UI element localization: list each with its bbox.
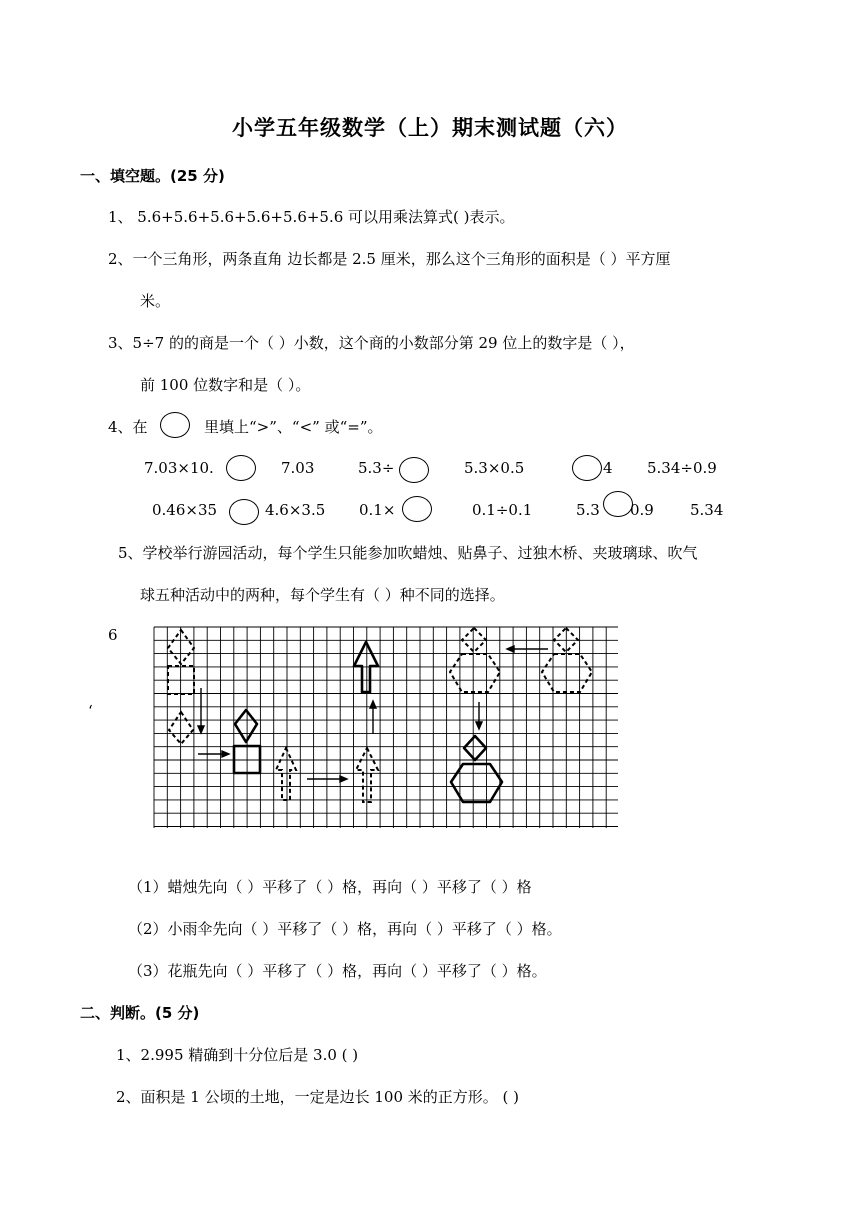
- arrow-down-icon: [198, 726, 204, 733]
- arrow-left-icon: [507, 646, 514, 652]
- question-6-mark: ‘: [88, 702, 93, 720]
- compare-oval-2[interactable]: [399, 457, 429, 483]
- compare-oval-icon: [160, 412, 190, 438]
- compare-2-right: 5.3×0.5: [464, 459, 525, 477]
- question-2-line-2: 米。: [140, 292, 171, 310]
- page-title: 小学五年级数学（上）期末测试题（六）: [232, 116, 628, 140]
- question-6-sub-2: （2）小雨伞先向（ ）平移了（ ）格，再向（ ）平移了（ ）格。: [128, 920, 562, 938]
- compare-7-right: 0.9: [630, 501, 654, 519]
- compare-oval-6[interactable]: [402, 496, 432, 522]
- compare-5-right: 4.6×3.5: [265, 501, 326, 519]
- compare-3-right: 4: [603, 459, 613, 477]
- compare-2-left: 5.3÷: [358, 459, 395, 477]
- compare-8-left: 5.34: [690, 501, 724, 519]
- question-3-line-1: 3、5÷7 的的商是一个（ ）小数，这个商的小数部分第 29 位上的数字是（ ），: [108, 334, 635, 352]
- dashed-vase-2-body: [542, 654, 592, 692]
- arrow-right-icon: [222, 751, 229, 757]
- compare-7-left: 5.3: [576, 501, 600, 519]
- question-6-sub-3: （3）花瓶先向（ ）平移了（ ）格，再向（ ）平移了（ ）格。: [128, 962, 547, 980]
- question-1: 1、 5.6+5.6+5.6+5.6+5.6+5.6 可以用乘法算式( )表示。: [108, 208, 515, 226]
- arrow-right-icon: [340, 776, 347, 782]
- arrow-up-icon: [370, 701, 376, 708]
- compare-6-right: 0.1÷0.1: [472, 501, 533, 519]
- compare-1-left: 7.03×10.: [144, 459, 214, 477]
- compare-oval-5[interactable]: [229, 499, 259, 525]
- arrow-down-icon: [476, 722, 482, 729]
- judgment-1: 1、2.995 精确到十分位后是 3.0 ( ): [116, 1046, 359, 1064]
- question-3-line-2: 前 100 位数字和是（ ）。: [140, 376, 311, 394]
- compare-oval-3[interactable]: [572, 455, 602, 481]
- compare-4-left: 5.34÷0.9: [647, 459, 717, 477]
- question-6-sub-1: （1）蜡烛先向（ ）平移了（ ）格，再向（ ）平移了（ ）格: [128, 878, 532, 896]
- section-2-heading: 二、判断。(5 分): [80, 1004, 200, 1022]
- question-4-lead: 4、在: [108, 418, 148, 436]
- compare-oval-1[interactable]: [226, 455, 256, 481]
- compare-6-left: 0.1×: [359, 501, 396, 519]
- question-2-line-1: 2、一个三角形，两条直角 边长都是 2.5 厘米，那么这个三角形的面积是（ ）平方厘: [108, 250, 671, 268]
- question-5-line-2: 球五种活动中的两种，每个学生有（ ）种不同的选择。: [140, 586, 505, 604]
- question-6-label: 6: [108, 626, 118, 644]
- compare-1-right: 7.03: [281, 459, 315, 477]
- grid-svg: [152, 626, 622, 830]
- question-4-instruction: 里填上“>”、“<” 或“=”。: [204, 418, 383, 436]
- vase-top-shape: [464, 736, 486, 760]
- vase-body-shape: [451, 764, 502, 802]
- compare-5-left: 0.46×35: [152, 501, 218, 519]
- candle-flame-shape: [235, 710, 257, 742]
- compare-oval-7[interactable]: [603, 491, 633, 517]
- translation-grid-figure: [152, 626, 622, 834]
- dashed-umbrella-1: [276, 748, 296, 800]
- dashed-vase-1-body: [450, 654, 500, 692]
- section-1-heading: 一、填空题。(25 分): [80, 167, 225, 185]
- judgment-2: 2、面积是 1 公顷的土地，一定是边长 100 米的正方形。 ( ): [116, 1088, 520, 1106]
- question-5-line-1: 5、学校举行游园活动，每个学生只能参加吹蜡烛、贴鼻子、过独木桥、夹玻璃球、吹气: [118, 544, 698, 562]
